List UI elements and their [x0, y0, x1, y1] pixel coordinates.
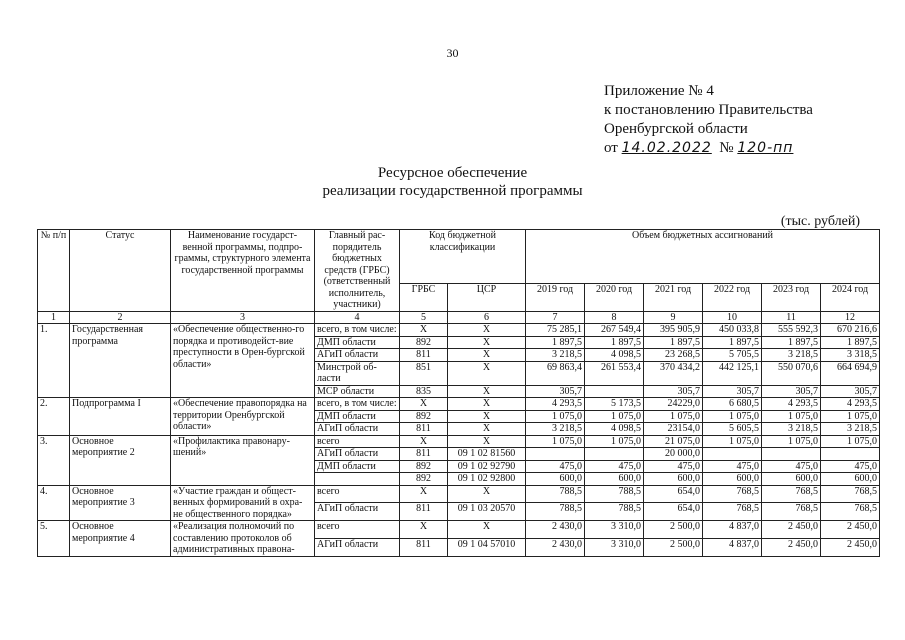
row-amount: 768,5 [821, 503, 880, 521]
row-manager: всего [315, 521, 400, 539]
row-manager: всего [315, 485, 400, 503]
header-name: Наименование государст-венной программы, подпро-граммы, структурного элемента государственной программы [171, 230, 315, 312]
header-year: 2024 год [821, 283, 880, 311]
from-label: от [604, 140, 618, 156]
row-number: 2. [38, 398, 70, 436]
row-grbs-code: 811 [400, 503, 448, 521]
row-grbs-code: Х [400, 398, 448, 411]
row-amount: 600,0 [762, 473, 821, 486]
row-amount: 2 450,0 [762, 521, 821, 539]
table-row [38, 521, 880, 539]
number-label: № [719, 140, 734, 156]
header-status: Статус [70, 230, 171, 312]
col-number: 1 [38, 311, 70, 324]
header-csr: ЦСР [448, 283, 526, 311]
row-grbs-code: 892 [400, 336, 448, 349]
row-grbs-code: Х [400, 521, 448, 539]
header-year: 2023 год [762, 283, 821, 311]
row-amount: 3 218,5 [821, 423, 880, 436]
row-amount [585, 385, 644, 398]
row-amount: 1 075,0 [585, 410, 644, 423]
row-amount: 3 218,5 [762, 349, 821, 362]
row-csr-code: Х [448, 398, 526, 411]
row-amount: 4 098,5 [585, 349, 644, 362]
row-amount: 267 549,4 [585, 324, 644, 337]
row-amount: 654,0 [644, 485, 703, 503]
row-amount: 305,7 [644, 385, 703, 398]
col-number: 7 [526, 311, 585, 324]
row-amount: 1 897,5 [762, 336, 821, 349]
row-csr-code: Х [448, 423, 526, 436]
col-number: 9 [644, 311, 703, 324]
row-grbs-code: 811 [400, 349, 448, 362]
row-status: Подпрограмма I [70, 398, 171, 436]
row-amount: 2 430,0 [526, 538, 585, 556]
row-amount: 5 173,5 [585, 398, 644, 411]
row-amount: 23 268,5 [644, 349, 703, 362]
row-csr-code: Х [448, 410, 526, 423]
row-amount: 2 450,0 [821, 521, 880, 539]
row-amount [703, 448, 762, 461]
row-amount: 21 075,0 [644, 435, 703, 448]
row-amount: 305,7 [703, 385, 762, 398]
row-amount: 475,0 [762, 460, 821, 473]
row-amount: 3 310,0 [585, 538, 644, 556]
row-grbs-code: 892 [400, 473, 448, 486]
col-number: 8 [585, 311, 644, 324]
row-manager: АГиП области [315, 349, 400, 362]
row-amount: 788,5 [526, 503, 585, 521]
row-amount: 1 897,5 [644, 336, 703, 349]
header-year: 2021 год [644, 283, 703, 311]
row-amount: 600,0 [585, 473, 644, 486]
row-amount: 555 592,3 [762, 324, 821, 337]
header-year: 2022 год [703, 283, 762, 311]
col-number: 5 [400, 311, 448, 324]
row-amount: 261 553,4 [585, 361, 644, 385]
row-csr-code: 09 1 02 92800 [448, 473, 526, 486]
handwritten-date: 14.02.2022 [621, 140, 712, 156]
appendix-block [604, 82, 813, 158]
row-amount: 1 075,0 [703, 410, 762, 423]
appendix-line-2: к постановлению Правительства [604, 102, 813, 118]
row-status: Государственная программа [70, 324, 171, 398]
col-number: 11 [762, 311, 821, 324]
row-amount: 69 863,4 [526, 361, 585, 385]
row-amount: 768,5 [821, 485, 880, 503]
row-amount: 1 075,0 [762, 435, 821, 448]
row-csr-code: Х [448, 349, 526, 362]
row-amount: 475,0 [821, 460, 880, 473]
appendix-line-3: Оренбургской области [604, 121, 748, 137]
header-main-manager: Главный рас-порядитель бюджетных средств (ГРБС) (ответственный исполнитель, участники) [315, 230, 400, 312]
row-amount [821, 448, 880, 461]
header-year: 2020 год [585, 283, 644, 311]
row-csr-code: Х [448, 521, 526, 539]
row-amount: 768,5 [703, 503, 762, 521]
row-amount: 1 075,0 [526, 410, 585, 423]
row-name: «Обеспечение правопорядка на территории Оренбургской области» [171, 398, 315, 436]
handwritten-number: 120-пп [737, 140, 794, 156]
row-amount: 6 680,5 [703, 398, 762, 411]
row-amount: 370 434,2 [644, 361, 703, 385]
row-amount: 1 075,0 [821, 410, 880, 423]
row-grbs-code: 811 [400, 448, 448, 461]
row-csr-code: 09 1 02 92790 [448, 460, 526, 473]
row-manager: всего, в том числе: [315, 398, 400, 411]
col-number: 10 [703, 311, 762, 324]
row-grbs-code: Х [400, 435, 448, 448]
header-budget-volume: Объем бюджетных ассигнований [526, 230, 880, 284]
row-amount: 4 098,5 [585, 423, 644, 436]
row-manager: всего [315, 435, 400, 448]
table-row [38, 485, 880, 503]
row-amount: 654,0 [644, 503, 703, 521]
row-manager [315, 473, 400, 486]
row-manager: ДМП области [315, 410, 400, 423]
row-amount: 1 897,5 [585, 336, 644, 349]
row-amount: 4 293,5 [762, 398, 821, 411]
row-number: 5. [38, 521, 70, 557]
row-amount: 1 075,0 [644, 410, 703, 423]
row-grbs-code: 811 [400, 423, 448, 436]
header-budget-code: Код бюджетной классификации [400, 230, 526, 284]
row-amount: 3 218,5 [762, 423, 821, 436]
row-amount: 4 837,0 [703, 521, 762, 539]
row-number: 3. [38, 435, 70, 485]
row-amount: 1 897,5 [703, 336, 762, 349]
table-row [38, 324, 880, 337]
row-csr-code: Х [448, 336, 526, 349]
table-row [38, 398, 880, 411]
row-amount: 768,5 [762, 503, 821, 521]
document-title [0, 164, 905, 200]
row-name: «Профилактика правонару-шений» [171, 435, 315, 485]
row-csr-code: 09 1 02 81560 [448, 448, 526, 461]
row-amount: 1 897,5 [526, 336, 585, 349]
row-grbs-code: 851 [400, 361, 448, 385]
row-grbs-code: 892 [400, 410, 448, 423]
row-amount: 768,5 [762, 485, 821, 503]
row-amount: 75 285,1 [526, 324, 585, 337]
row-csr-code: 09 1 04 57010 [448, 538, 526, 556]
row-amount: 600,0 [703, 473, 762, 486]
row-manager: АГиП области [315, 423, 400, 436]
row-amount: 1 897,5 [821, 336, 880, 349]
row-amount: 24229,0 [644, 398, 703, 411]
row-amount: 3 218,5 [526, 423, 585, 436]
table-body [38, 324, 880, 557]
row-amount: 600,0 [821, 473, 880, 486]
row-amount: 475,0 [526, 460, 585, 473]
column-number-row [38, 311, 880, 324]
row-manager: АГиП области [315, 503, 400, 521]
row-amount: 1 075,0 [585, 435, 644, 448]
page-number: 30 [446, 46, 459, 60]
row-amount: 4 837,0 [703, 538, 762, 556]
row-csr-code: Х [448, 385, 526, 398]
row-manager: АГиП области [315, 448, 400, 461]
row-csr-code: Х [448, 485, 526, 503]
row-amount: 788,5 [526, 485, 585, 503]
unit-label: (тыс. рублей) [780, 214, 860, 229]
row-manager: МСР области [315, 385, 400, 398]
row-status: Основное мероприятие 3 [70, 485, 171, 521]
row-grbs-code: 892 [400, 460, 448, 473]
row-amount: 305,7 [526, 385, 585, 398]
row-amount: 475,0 [585, 460, 644, 473]
row-amount: 3 310,0 [585, 521, 644, 539]
row-amount: 1 075,0 [703, 435, 762, 448]
row-amount: 442 125,1 [703, 361, 762, 385]
header-grbs: ГРБС [400, 283, 448, 311]
header-year: 2019 год [526, 283, 585, 311]
col-number: 3 [171, 311, 315, 324]
row-amount [526, 448, 585, 461]
row-amount: 2 450,0 [821, 538, 880, 556]
row-amount: 670 216,6 [821, 324, 880, 337]
row-number: 4. [38, 485, 70, 521]
row-manager: всего, в том числе: [315, 324, 400, 337]
row-amount: 600,0 [526, 473, 585, 486]
row-name: «Обеспечение общественно-го порядка и противодейст-вие преступности в Орен-бургской области» [171, 324, 315, 398]
row-amount: 1 075,0 [526, 435, 585, 448]
row-amount: 550 070,6 [762, 361, 821, 385]
row-amount: 4 293,5 [821, 398, 880, 411]
row-grbs-code: Х [400, 324, 448, 337]
appendix-line-1: Приложение № 4 [604, 83, 714, 99]
row-amount: 1 075,0 [821, 435, 880, 448]
row-number: 1. [38, 324, 70, 398]
resource-table [37, 229, 880, 557]
row-amount: 3 318,5 [821, 349, 880, 362]
row-amount: 305,7 [821, 385, 880, 398]
row-manager: ДМП области [315, 336, 400, 349]
row-amount: 2 500,0 [644, 521, 703, 539]
row-amount: 305,7 [762, 385, 821, 398]
row-amount: 450 033,8 [703, 324, 762, 337]
title-line-2: реализации государственной программы [322, 183, 583, 199]
row-amount [585, 448, 644, 461]
row-amount: 2 450,0 [762, 538, 821, 556]
row-status: Основное мероприятие 4 [70, 521, 171, 557]
row-amount: 2 500,0 [644, 538, 703, 556]
row-amount: 2 430,0 [526, 521, 585, 539]
row-manager: АГиП области [315, 538, 400, 556]
row-amount: 788,5 [585, 503, 644, 521]
row-amount: 788,5 [585, 485, 644, 503]
row-amount: 5 605,5 [703, 423, 762, 436]
row-amount: 3 218,5 [526, 349, 585, 362]
title-line-1: Ресурсное обеспечение [377, 165, 528, 181]
row-amount: 1 075,0 [762, 410, 821, 423]
row-csr-code: Х [448, 435, 526, 448]
row-amount: 475,0 [644, 460, 703, 473]
row-csr-code: Х [448, 324, 526, 337]
row-grbs-code: 835 [400, 385, 448, 398]
col-number: 2 [70, 311, 171, 324]
row-amount: 475,0 [703, 460, 762, 473]
col-number: 12 [821, 311, 880, 324]
row-grbs-code: 811 [400, 538, 448, 556]
row-amount: 5 705,5 [703, 349, 762, 362]
row-amount: 395 905,9 [644, 324, 703, 337]
row-amount: 600,0 [644, 473, 703, 486]
row-grbs-code: Х [400, 485, 448, 503]
row-csr-code: 09 1 03 20570 [448, 503, 526, 521]
header-row-1 [38, 230, 880, 284]
row-manager: Минстрой об-ласти [315, 361, 400, 385]
col-number: 4 [315, 311, 400, 324]
row-amount: 768,5 [703, 485, 762, 503]
table-row [38, 435, 880, 448]
row-amount: 20 000,0 [644, 448, 703, 461]
header-num: № п/п [38, 230, 70, 312]
row-amount: 4 293,5 [526, 398, 585, 411]
row-amount: 664 694,9 [821, 361, 880, 385]
row-csr-code: Х [448, 361, 526, 385]
row-status: Основное мероприятие 2 [70, 435, 171, 485]
row-manager: ДМП области [315, 460, 400, 473]
row-name: «Участие граждан и общест-венных формирований в охра-не общественного порядка» [171, 485, 315, 521]
row-amount [762, 448, 821, 461]
appendix-date-line [604, 139, 813, 158]
col-number: 6 [448, 311, 526, 324]
row-name: «Реализация полномочий по составлению протоколов об административных правона- [171, 521, 315, 557]
row-amount: 23154,0 [644, 423, 703, 436]
